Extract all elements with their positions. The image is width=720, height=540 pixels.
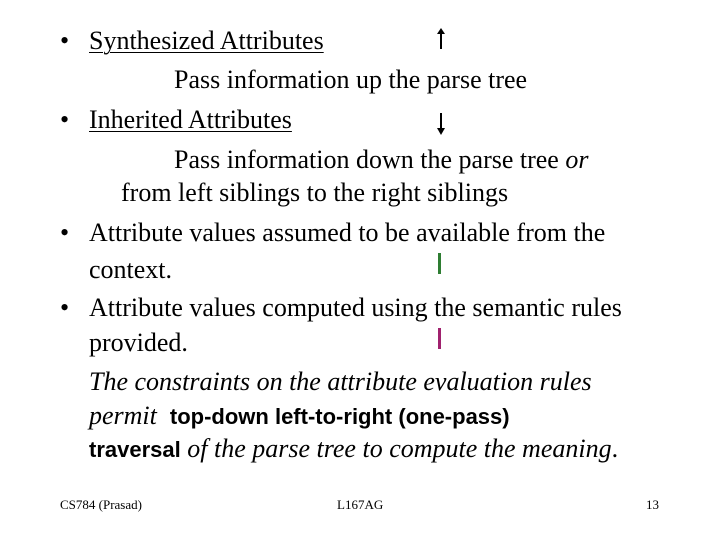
down-arrow-icon (436, 113, 448, 137)
bullet-marker: • (60, 105, 70, 134)
footer-lecture: L167AG (337, 497, 384, 512)
inherited-attributes-heading: Inherited Attributes (89, 105, 292, 134)
traversal-word: traversal (89, 437, 181, 462)
period: . (611, 434, 619, 463)
bullet-marker: • (60, 26, 70, 55)
context-attributes-line2: context. (89, 255, 173, 284)
up-arrow-icon (436, 28, 448, 50)
magenta-marker-icon (438, 328, 444, 350)
bullet-marker: • (60, 293, 70, 322)
constraints-note-line2 (89, 401, 510, 432)
bullet-marker: • (60, 218, 70, 247)
computed-attributes-line2: provided. (89, 328, 188, 357)
synthesized-attributes-heading: Synthesized Attributes (89, 26, 324, 55)
constraints-note-line3 (89, 434, 618, 465)
permit-word: permit (89, 401, 157, 430)
inherited-description-line2: from left siblings to the right siblings (121, 178, 509, 207)
or-connector: or (565, 145, 589, 174)
green-marker-icon (438, 253, 444, 275)
computed-attributes-line1: Attribute values computed using the semantic rules (89, 293, 622, 322)
synthesized-description: Pass information up the parse tree (174, 65, 528, 94)
footer-page-number: 13 (646, 497, 659, 512)
footer-course: CS784 (Prasad) (60, 497, 142, 512)
constraints-note-line1: The constraints on the attribute evaluation rules (89, 367, 592, 396)
inherited-description-line1 (174, 145, 588, 175)
context-attributes-line1: Attribute values assumed to be available from the (89, 218, 606, 247)
traversal-order: top-down left-to-right (one-pass) (169, 404, 510, 429)
inherited-description-text: Pass information down the parse tree (174, 145, 566, 174)
traversal-purpose: of the parse tree to compute the meaning (180, 434, 612, 463)
